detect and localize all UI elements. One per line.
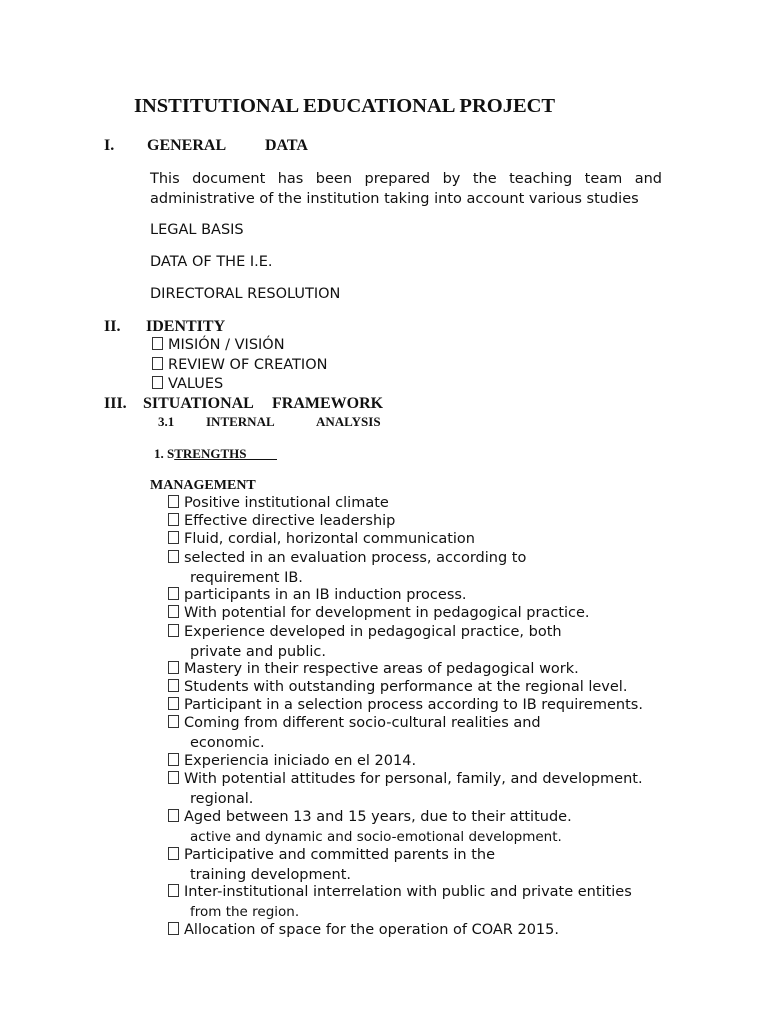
strength-bullet-text: Positive institutional climate: [184, 495, 389, 511]
strength-bullet: [168, 753, 416, 769]
identity-item-label: VALUES: [168, 376, 224, 392]
strength-bullet-text: With potential for development in pedagogical practice.: [184, 605, 590, 621]
strength-bullet-text: Experience developed in pedagogical practice, both: [184, 624, 562, 640]
strength-bullet-text: Experiencia iniciado en el 2014.: [184, 753, 417, 769]
strength-bullet: [168, 715, 541, 731]
checkbox-icon: [168, 753, 179, 766]
strength-bullet: [168, 513, 395, 529]
strength-bullet-text: selected in an evaluation process, according to: [184, 550, 527, 566]
document-title: INSTITUTIONAL EDUCATIONAL PROJECT: [134, 95, 556, 117]
strength-bullet-text: Participative and committed parents in the: [184, 847, 495, 863]
legal-basis-heading: LEGAL BASIS: [150, 222, 244, 238]
checkbox-icon: [168, 922, 179, 935]
strength-bullet-continuation: regional.: [190, 791, 254, 807]
checkbox-icon: [152, 376, 163, 389]
strength-bullet: [168, 531, 475, 547]
strength-bullet: [168, 884, 632, 900]
checkbox-icon: [168, 679, 179, 692]
intro-line: This document has been prepared by the teaching team and: [150, 171, 662, 187]
strength-bullet-text: Allocation of space for the operation of COAR 2015.: [184, 922, 559, 938]
checkbox-icon: [168, 531, 179, 544]
section-2-title: IDENTITY: [146, 318, 226, 335]
underline-rule: [246, 459, 277, 460]
strength-bullet-continuation: active and dynamic and socio-emotional development.: [190, 829, 562, 845]
checkbox-icon: [168, 495, 179, 508]
checkbox-icon: [168, 550, 179, 563]
strength-bullet-text: participants in an IB induction process.: [184, 587, 467, 603]
subsection-number: 3.1: [158, 414, 175, 429]
checkbox-icon: [168, 697, 179, 710]
section-3-number: III.: [104, 395, 127, 412]
strength-bullet: [168, 697, 643, 713]
strength-bullet: [168, 771, 643, 787]
strength-bullet-continuation: economic.: [190, 735, 265, 751]
section-2-number: II.: [104, 318, 121, 335]
strength-bullet: [168, 605, 590, 621]
strength-bullet: [168, 661, 579, 677]
checkbox-icon: [168, 715, 179, 728]
identity-item: [152, 337, 285, 353]
checkbox-icon: [152, 357, 163, 370]
section-3-title-framework: FRAMEWORK: [272, 395, 384, 412]
checkbox-icon: [168, 661, 179, 674]
section-1-number: I.: [104, 137, 115, 154]
strength-bullet: [168, 922, 559, 938]
checkbox-icon: [168, 605, 179, 618]
strength-bullet: [168, 550, 526, 566]
strength-bullet: [168, 679, 627, 695]
strength-bullet-text: Inter-institutional interrelation with public and private entities: [184, 884, 632, 900]
section-1-title-general: GENERAL: [147, 137, 227, 154]
checkbox-icon: [168, 884, 179, 897]
strength-bullet: [168, 847, 495, 863]
strength-bullet-text: Participant in a selection process according to IB requirements.: [184, 697, 643, 713]
strengths-prefix: 1. S: [154, 446, 175, 461]
checkbox-icon: [168, 624, 179, 637]
section-3-title-situational: SITUATIONAL: [143, 395, 254, 412]
strengths-heading: [154, 446, 277, 462]
strengths-label: TRENGTHS: [174, 446, 247, 461]
checkbox-icon: [168, 847, 179, 860]
strength-bullet: [168, 624, 562, 640]
identity-item: [152, 357, 327, 373]
subsection-title-analysis: ANALYSIS: [316, 414, 381, 429]
strength-bullet-continuation: private and public.: [190, 644, 327, 660]
strength-bullet: [168, 587, 467, 603]
checkbox-icon: [168, 513, 179, 526]
strength-bullet: [168, 809, 572, 825]
strength-bullet-continuation: training development.: [190, 867, 352, 883]
data-of-ie-heading: DATA OF THE I.E.: [150, 254, 273, 270]
strength-bullet-text: Mastery in their respective areas of pedagogical work.: [184, 661, 579, 677]
strength-bullet-text: Students with outstanding performance at the regional level.: [184, 679, 628, 695]
strength-bullet: [168, 495, 389, 511]
identity-item: [152, 376, 223, 392]
strength-bullet-text: Aged between 13 and 15 years, due to their attitude.: [184, 809, 572, 825]
checkbox-icon: [168, 809, 179, 822]
identity-item-label: REVIEW OF CREATION: [168, 357, 328, 373]
strength-bullet-text: Fluid, cordial, horizontal communication: [184, 531, 475, 547]
section-1-title-data: DATA: [265, 137, 308, 154]
strength-bullet-continuation: requirement IB.: [190, 570, 303, 586]
management-heading: MANAGEMENT: [150, 478, 256, 493]
checkbox-icon: [168, 771, 179, 784]
intro-line: administrative of the institution taking into account various studies: [150, 191, 639, 207]
checkbox-icon: [152, 337, 163, 350]
strength-bullet-text: Effective directive leadership: [184, 513, 396, 529]
strength-bullet-text: Coming from different socio-cultural realities and: [184, 715, 541, 731]
checkbox-icon: [168, 587, 179, 600]
strength-bullet-continuation: from the region.: [190, 904, 300, 920]
identity-item-label: MISIÓN / VISIÓN: [168, 337, 285, 353]
strength-bullet-text: With potential attitudes for personal, family, and development.: [184, 771, 643, 787]
subsection-title-internal: INTERNAL: [206, 414, 275, 429]
section-1-intro-paragraph: [150, 169, 662, 209]
directoral-resolution-heading: DIRECTORAL RESOLUTION: [150, 286, 341, 302]
